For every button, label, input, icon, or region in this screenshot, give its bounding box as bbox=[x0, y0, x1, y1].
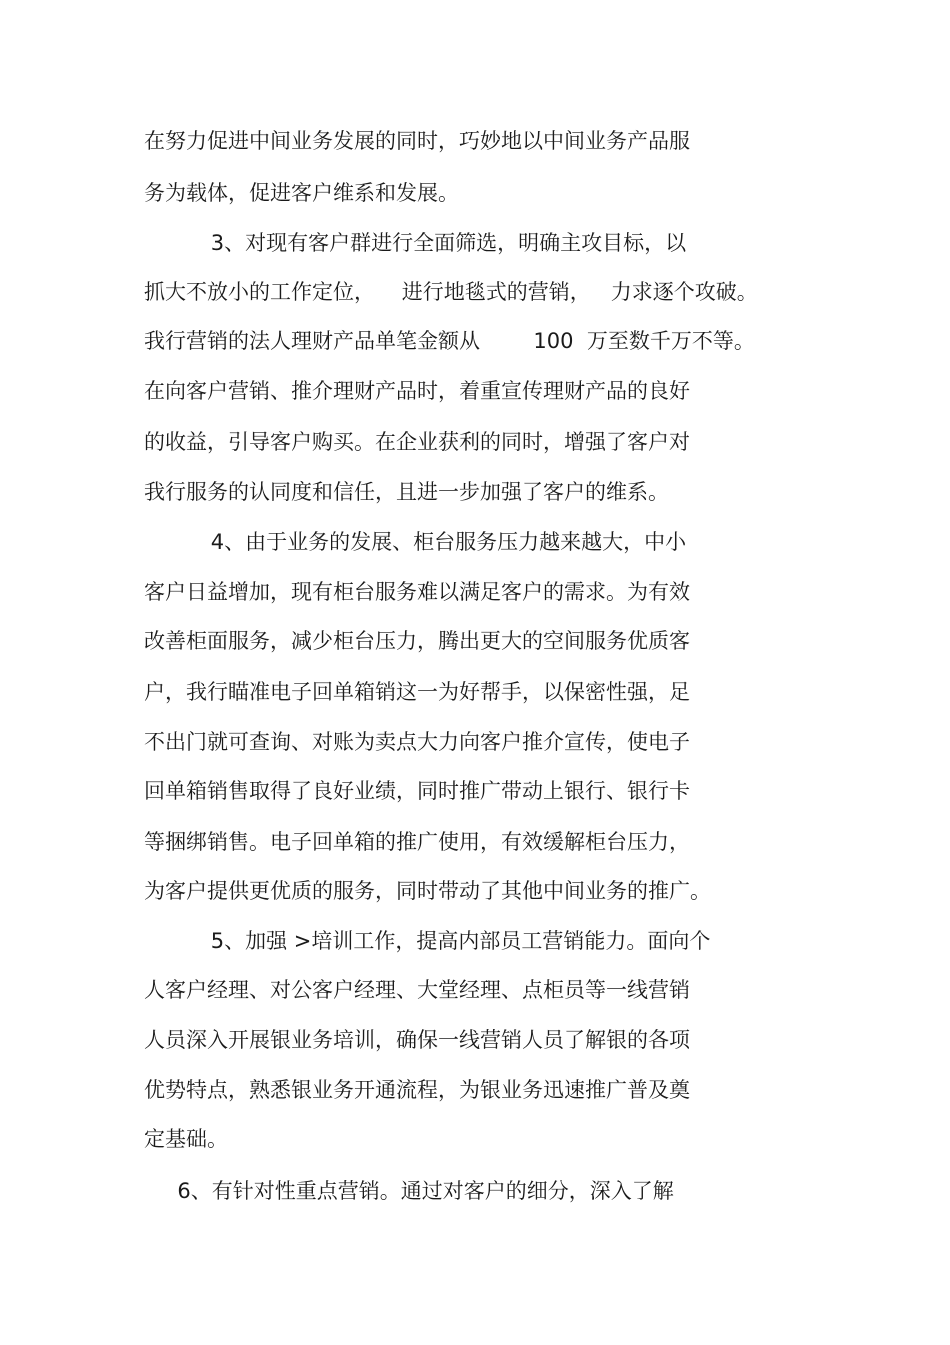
text-line: 我行服务的认同度和信任，且进一步加强了客户的维系。 bbox=[144, 480, 669, 504]
text-line: 5、加强 >培训工作，提高内部员工营销能力。面向个 bbox=[144, 929, 711, 953]
text-line: 在向客户营销、推介理财产品时，着重宣传理财产品的良好 bbox=[144, 379, 690, 403]
text-line: 我行营销的法人理财产品单笔金额从 100 万至数千万不等。 bbox=[144, 329, 755, 353]
text-line: 抓大不放小的工作定位， 进行地毯式的营销， 力求逐个攻破。 bbox=[144, 280, 758, 304]
text-line: 的收益，引导客户购买。在企业获利的同时，增强了客户对 bbox=[144, 430, 690, 454]
text-line: 回单箱销售取得了良好业绩，同时推广带动上银行、银行卡 bbox=[144, 779, 690, 803]
text-line: 人客户经理、对公客户经理、大堂经理、点柜员等一线营销 bbox=[144, 978, 690, 1002]
text-line: 务为载体，促进客户维系和发展。 bbox=[144, 181, 459, 205]
text-line: 改善柜面服务，减少柜台压力，腾出更大的空间服务优质客 bbox=[144, 629, 690, 653]
text-line: 6、有针对性重点营销。通过对客户的细分，深入了解 bbox=[144, 1179, 674, 1203]
text-line: 不出门就可查询、对账为卖点大力向客户推介宣传，使电子 bbox=[144, 730, 690, 754]
text-line: 优势特点，熟悉银业务开通流程，为银业务迅速推广普及奠 bbox=[144, 1078, 690, 1102]
text-line: 人员深入开展银业务培训，确保一线营销人员了解银的各项 bbox=[144, 1028, 690, 1052]
text-line: 4、由于业务的发展、柜台服务压力越来越大，中小 bbox=[144, 530, 687, 554]
text-line: 客户日益增加，现有柜台服务难以满足客户的需求。为有效 bbox=[144, 580, 690, 604]
text-line: 3、对现有客户群进行全面筛选，明确主攻目标，以 bbox=[144, 231, 687, 255]
text-line: 为客户提供更优质的服务，同时带动了其他中间业务的推广。 bbox=[144, 879, 711, 903]
text-line: 定基础。 bbox=[144, 1127, 228, 1151]
text-line: 等捆绑销售。电子回单箱的推广使用，有效缓解柜台压力， bbox=[144, 830, 690, 854]
text-line: 在努力促进中间业务发展的同时，巧妙地以中间业务产品服 bbox=[144, 129, 690, 153]
text-line: 户，我行瞄准电子回单箱销这一为好帮手，以保密性强，足 bbox=[144, 680, 690, 704]
